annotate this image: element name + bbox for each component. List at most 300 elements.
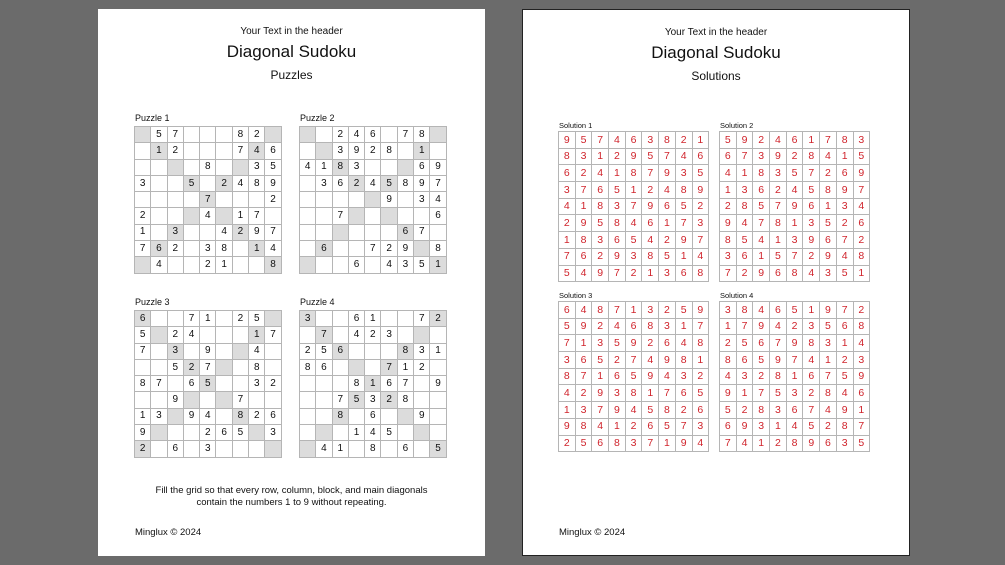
grid-cell: 1 [803, 302, 820, 319]
grid-cell: 4 [820, 402, 837, 419]
grid-cell: 6 [609, 368, 626, 385]
grid-cell: 8 [559, 368, 576, 385]
puzzle-1-label: Puzzle 1 [135, 113, 170, 123]
solution-2-grid [719, 131, 870, 282]
grid-cell [265, 208, 281, 224]
grid-cell [414, 392, 430, 408]
grid-cell: 7 [836, 232, 853, 249]
grid-cell: 4 [659, 182, 676, 199]
grid-cell: 2 [249, 127, 265, 143]
grid-cell [183, 441, 199, 457]
grid-cell: 9 [625, 148, 642, 165]
grid-cell: 5 [625, 232, 642, 249]
grid-cell: 7 [720, 435, 737, 452]
grid-cell: 7 [135, 343, 151, 359]
grid-cell: 9 [659, 165, 676, 182]
grid-cell: 4 [770, 132, 787, 149]
grid-cell: 7 [167, 127, 183, 143]
grid-cell: 8 [609, 215, 626, 232]
grid-cell [316, 425, 332, 441]
grid-cell: 6 [770, 265, 787, 282]
grid-cell: 3 [625, 248, 642, 265]
grid-cell: 2 [642, 335, 659, 352]
grid-cell: 9 [642, 198, 659, 215]
grid-cell: 9 [414, 175, 430, 191]
grid-cell: 1 [249, 241, 265, 257]
grid-cell: 2 [381, 241, 397, 257]
grid-cell: 8 [430, 241, 446, 257]
grid-cell [183, 425, 199, 441]
grid-cell: 7 [430, 175, 446, 191]
grid-cell [183, 127, 199, 143]
grid-row [135, 208, 282, 224]
grid-cell: 5 [770, 248, 787, 265]
grid-cell: 3 [249, 159, 265, 175]
grid-cell: 4 [348, 327, 364, 343]
grid-cell [381, 224, 397, 240]
grid-cell [167, 408, 183, 424]
grid-cell: 6 [183, 376, 199, 392]
grid-row [135, 408, 282, 424]
grid-cell [414, 327, 430, 343]
grid-cell: 2 [786, 318, 803, 335]
grid-cell: 2 [625, 265, 642, 282]
grid-cell: 7 [592, 402, 609, 419]
grid-row [135, 175, 282, 191]
grid-cell [332, 359, 348, 375]
grid-cell: 2 [381, 392, 397, 408]
grid-cell: 3 [692, 215, 709, 232]
grid-cell: 6 [216, 425, 232, 441]
grid-cell: 4 [786, 418, 803, 435]
grid-cell: 1 [720, 182, 737, 199]
grid-cell: 3 [853, 132, 870, 149]
grid-cell: 6 [625, 318, 642, 335]
grid-cell: 3 [365, 392, 381, 408]
grid-cell [430, 327, 446, 343]
grid-cell [232, 359, 248, 375]
grid-cell [151, 192, 167, 208]
grid-cell [216, 408, 232, 424]
grid-row [300, 224, 447, 240]
grid-cell: 4 [786, 182, 803, 199]
grid-cell: 2 [853, 232, 870, 249]
grid-cell [365, 343, 381, 359]
grid-cell: 6 [836, 318, 853, 335]
grid-cell: 2 [332, 127, 348, 143]
grid-cell: 7 [736, 148, 753, 165]
grid-cell: 7 [365, 241, 381, 257]
grid-cell: 6 [659, 198, 676, 215]
grid-cell: 7 [183, 311, 199, 327]
grid-cell: 3 [675, 368, 692, 385]
grid-cell: 7 [397, 376, 413, 392]
grid-row [135, 224, 282, 240]
grid-cell: 3 [167, 343, 183, 359]
grid-cell: 4 [609, 132, 626, 149]
grid-cell: 9 [430, 376, 446, 392]
grid-cell: 3 [609, 198, 626, 215]
grid-cell: 5 [559, 318, 576, 335]
grid-cell: 3 [642, 302, 659, 319]
grid-cell: 2 [348, 175, 364, 191]
grid-cell: 6 [559, 302, 576, 319]
grid-cell [414, 241, 430, 257]
grid-cell: 5 [692, 385, 709, 402]
grid-cell [430, 408, 446, 424]
grid-cell: 5 [135, 327, 151, 343]
solution-4-grid [719, 301, 870, 452]
grid-cell: 6 [803, 198, 820, 215]
grid-cell [430, 392, 446, 408]
grid-cell: 1 [836, 335, 853, 352]
grid-cell: 2 [609, 352, 626, 369]
grid-cell [167, 311, 183, 327]
grid-row [300, 257, 447, 273]
grid-row [720, 335, 870, 352]
grid-cell: 8 [249, 175, 265, 191]
grid-cell: 7 [200, 359, 216, 375]
grid-cell: 4 [559, 385, 576, 402]
grid-cell: 2 [249, 408, 265, 424]
grid-cell: 6 [642, 418, 659, 435]
grid-cell [365, 208, 381, 224]
grid-cell: 5 [316, 343, 332, 359]
grid-cell: 7 [414, 224, 430, 240]
grid-cell: 1 [753, 435, 770, 452]
grid-cell [232, 159, 248, 175]
grid-cell: 9 [836, 402, 853, 419]
grid-cell: 7 [675, 215, 692, 232]
grid-cell: 5 [265, 159, 281, 175]
grid-cell [232, 327, 248, 343]
grid-cell [216, 143, 232, 159]
grid-cell: 8 [300, 359, 316, 375]
grid-cell: 6 [365, 127, 381, 143]
grid-cell [232, 241, 248, 257]
grid-row [300, 311, 447, 327]
grid-cell [381, 441, 397, 457]
grid-cell: 2 [736, 265, 753, 282]
grid-cell: 7 [232, 143, 248, 159]
grid-cell: 4 [753, 302, 770, 319]
grid-cell [200, 127, 216, 143]
grid-cell [167, 175, 183, 191]
grid-cell: 8 [592, 198, 609, 215]
grid-cell: 1 [659, 435, 676, 452]
grid-cell: 1 [720, 318, 737, 335]
grid-cell: 2 [853, 302, 870, 319]
grid-cell: 1 [365, 311, 381, 327]
grid-cell: 1 [675, 318, 692, 335]
grid-cell: 6 [736, 248, 753, 265]
grid-cell: 8 [692, 265, 709, 282]
grid-cell: 7 [692, 318, 709, 335]
grid-cell: 6 [675, 265, 692, 282]
grid-row [559, 148, 709, 165]
puzzle-4-grid [299, 310, 447, 458]
grid-cell [216, 192, 232, 208]
grid-cell [151, 159, 167, 175]
grid-row [720, 248, 870, 265]
grid-cell: 3 [659, 318, 676, 335]
grid-cell: 9 [659, 352, 676, 369]
grid-row [720, 148, 870, 165]
grid-cell [265, 441, 281, 457]
grid-cell: 8 [397, 392, 413, 408]
grid-cell: 5 [609, 182, 626, 199]
grid-cell: 8 [786, 435, 803, 452]
grid-cell [332, 311, 348, 327]
grid-cell: 8 [559, 148, 576, 165]
solutions-page [522, 9, 910, 556]
grid-cell [397, 425, 413, 441]
grid-cell [348, 208, 364, 224]
grid-cell: 4 [625, 402, 642, 419]
grid-cell: 6 [151, 241, 167, 257]
grid-cell: 8 [770, 215, 787, 232]
grid-cell: 5 [836, 368, 853, 385]
grid-cell: 8 [853, 248, 870, 265]
puzzle-1-grid [134, 126, 282, 274]
grid-cell: 3 [642, 132, 659, 149]
grid-cell [167, 159, 183, 175]
grid-cell: 4 [365, 175, 381, 191]
grid-cell [316, 257, 332, 273]
grid-cell: 9 [348, 143, 364, 159]
grid-cell: 1 [836, 148, 853, 165]
grid-cell [348, 359, 364, 375]
grid-cell [365, 224, 381, 240]
grid-cell: 8 [692, 335, 709, 352]
grid-cell [381, 208, 397, 224]
grid-cell: 9 [770, 148, 787, 165]
grid-cell [365, 257, 381, 273]
grid-cell [265, 392, 281, 408]
grid-row [559, 402, 709, 419]
grid-cell: 8 [836, 132, 853, 149]
grid-cell: 7 [659, 385, 676, 402]
grid-cell: 6 [675, 385, 692, 402]
grid-cell [232, 376, 248, 392]
grid-cell [216, 327, 232, 343]
grid-cell: 6 [592, 182, 609, 199]
grid-cell: 2 [167, 241, 183, 257]
grid-cell [332, 376, 348, 392]
grid-cell [430, 425, 446, 441]
grid-cell: 6 [397, 441, 413, 457]
grid-cell: 7 [836, 302, 853, 319]
grid-cell [332, 425, 348, 441]
grid-cell: 7 [659, 148, 676, 165]
grid-cell [381, 311, 397, 327]
grid-cell [300, 441, 316, 457]
grid-cell: 8 [365, 441, 381, 457]
grid-cell: 9 [265, 175, 281, 191]
grid-cell: 5 [232, 425, 248, 441]
grid-cell: 8 [249, 359, 265, 375]
grid-row [559, 318, 709, 335]
grid-cell: 1 [559, 232, 576, 249]
solution-3-grid [558, 301, 709, 452]
grid-cell: 9 [720, 385, 737, 402]
grid-cell: 3 [249, 376, 265, 392]
grid-cell: 8 [736, 198, 753, 215]
grid-cell: 7 [151, 376, 167, 392]
grid-cell [300, 224, 316, 240]
grid-cell: 6 [642, 215, 659, 232]
grid-cell: 1 [625, 182, 642, 199]
grid-cell: 6 [609, 232, 626, 249]
grid-cell: 4 [232, 175, 248, 191]
grid-cell [135, 127, 151, 143]
grid-row [559, 198, 709, 215]
grid-cell: 4 [720, 368, 737, 385]
grid-row [135, 257, 282, 273]
grid-cell [249, 192, 265, 208]
grid-cell: 4 [770, 318, 787, 335]
grid-row [720, 232, 870, 249]
grid-cell [348, 441, 364, 457]
grid-cell [332, 192, 348, 208]
grid-cell: 8 [720, 232, 737, 249]
grid-cell: 2 [675, 402, 692, 419]
grid-cell [232, 257, 248, 273]
grid-cell [348, 343, 364, 359]
grid-cell: 2 [300, 343, 316, 359]
grid-cell: 8 [332, 159, 348, 175]
grid-cell [183, 224, 199, 240]
grid-cell: 2 [216, 175, 232, 191]
grid-cell: 2 [720, 335, 737, 352]
grid-cell: 5 [167, 359, 183, 375]
grid-cell: 9 [786, 198, 803, 215]
grid-cell: 5 [786, 165, 803, 182]
grid-cell: 9 [803, 232, 820, 249]
grid-cell: 6 [770, 302, 787, 319]
grid-cell: 6 [753, 335, 770, 352]
grid-cell: 7 [820, 132, 837, 149]
grid-cell: 3 [414, 192, 430, 208]
grid-cell [430, 127, 446, 143]
grid-cell: 2 [365, 327, 381, 343]
grid-cell [216, 159, 232, 175]
grid-cell: 8 [332, 408, 348, 424]
grid-row [300, 127, 447, 143]
grid-cell: 6 [786, 132, 803, 149]
grid-cell [300, 408, 316, 424]
grid-cell: 3 [381, 327, 397, 343]
grid-row [559, 418, 709, 435]
grid-cell: 8 [675, 352, 692, 369]
grid-cell: 8 [659, 132, 676, 149]
grid-row [300, 241, 447, 257]
grid-row [135, 327, 282, 343]
grid-cell [316, 127, 332, 143]
grid-cell: 5 [820, 318, 837, 335]
grid-cell: 3 [786, 232, 803, 249]
grid-cell: 9 [642, 368, 659, 385]
grid-cell: 2 [692, 368, 709, 385]
grid-cell: 7 [332, 392, 348, 408]
grid-cell: 4 [151, 257, 167, 273]
grid-cell: 4 [642, 352, 659, 369]
grid-cell: 9 [397, 241, 413, 257]
grid-cell: 1 [692, 352, 709, 369]
grid-cell: 5 [348, 392, 364, 408]
grid-cell: 5 [592, 215, 609, 232]
grid-cell [397, 327, 413, 343]
grid-cell: 4 [575, 265, 592, 282]
grid-cell [167, 257, 183, 273]
grid-cell: 1 [609, 165, 626, 182]
grid-row [720, 402, 870, 419]
grid-cell: 7 [609, 302, 626, 319]
grid-cell: 8 [753, 402, 770, 419]
grid-cell: 2 [836, 215, 853, 232]
grid-cell: 7 [803, 402, 820, 419]
grid-cell: 7 [853, 418, 870, 435]
grid-cell: 7 [625, 352, 642, 369]
grid-cell: 5 [559, 265, 576, 282]
grid-cell: 9 [575, 318, 592, 335]
grid-cell [151, 359, 167, 375]
grid-cell: 7 [753, 215, 770, 232]
solution-3-label: Solution 3 [559, 291, 593, 300]
grid-cell: 5 [770, 385, 787, 402]
grid-cell: 5 [803, 418, 820, 435]
grid-cell: 6 [659, 335, 676, 352]
grid-cell: 6 [135, 311, 151, 327]
grid-cell: 8 [397, 175, 413, 191]
grid-cell: 5 [803, 182, 820, 199]
grid-cell [216, 208, 232, 224]
grid-cell [348, 224, 364, 240]
grid-cell [430, 224, 446, 240]
grid-cell [397, 408, 413, 424]
grid-cell: 7 [770, 198, 787, 215]
grid-cell: 2 [803, 385, 820, 402]
grid-cell: 1 [316, 159, 332, 175]
grid-cell: 7 [609, 265, 626, 282]
grid-row [720, 385, 870, 402]
grid-cell: 2 [414, 359, 430, 375]
grid-row [720, 132, 870, 149]
grid-cell [183, 241, 199, 257]
grid-cell: 8 [642, 248, 659, 265]
grid-cell: 9 [820, 302, 837, 319]
grid-cell: 5 [151, 127, 167, 143]
grid-cell: 7 [559, 248, 576, 265]
grid-cell: 4 [200, 208, 216, 224]
grid-cell: 9 [736, 132, 753, 149]
grid-cell [151, 425, 167, 441]
grid-cell: 5 [675, 302, 692, 319]
grid-cell: 5 [736, 232, 753, 249]
grid-cell: 3 [692, 418, 709, 435]
grid-cell: 3 [753, 148, 770, 165]
grid-cell [200, 143, 216, 159]
grid-cell: 3 [151, 408, 167, 424]
footer: Minglux © 2024 [135, 527, 202, 538]
grid-cell: 1 [803, 132, 820, 149]
grid-cell: 3 [659, 265, 676, 282]
grid-cell: 8 [770, 368, 787, 385]
grid-cell [167, 208, 183, 224]
grid-cell [216, 392, 232, 408]
grid-cell [265, 311, 281, 327]
grid-cell: 6 [265, 143, 281, 159]
